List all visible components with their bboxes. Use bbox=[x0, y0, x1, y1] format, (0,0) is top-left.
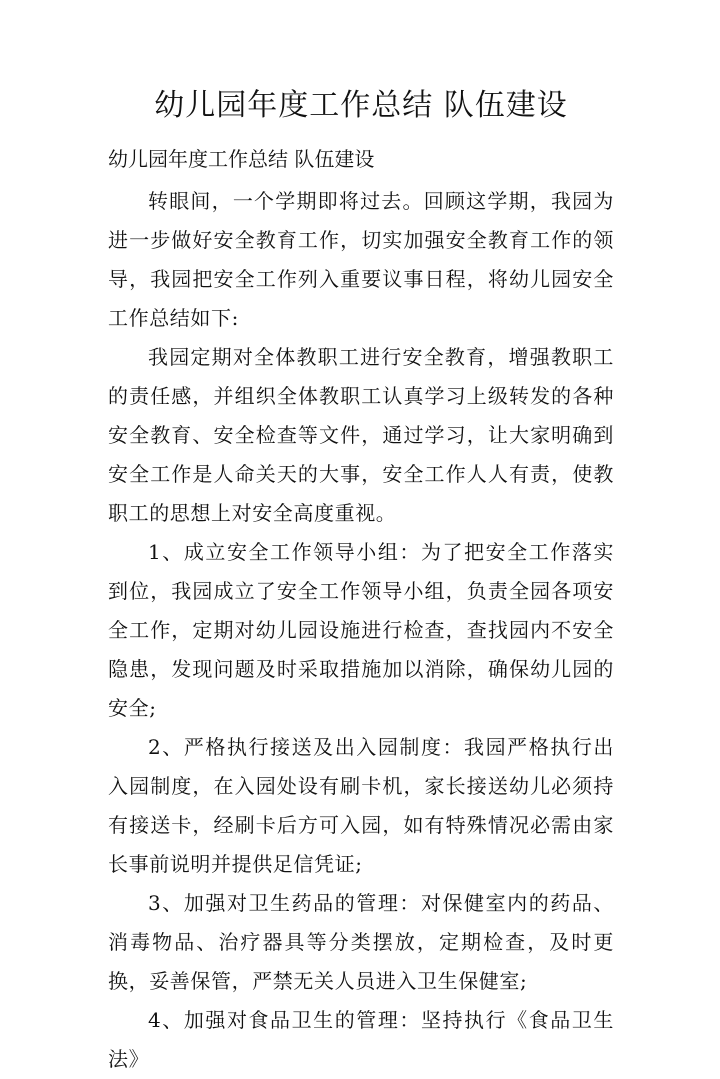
paragraph-item-1: 1、成立安全工作领导小组：为了把安全工作落实到位，我园成立了安全工作领导小组，负责全园各项安全工作，定期对幼儿园设施进行检查，查找园内不安全隐患，发现问题及时采取措施加以消除，确保幼儿园的安全; bbox=[108, 540, 614, 720]
paragraph-staff-education: 我园定期对全体教职工进行安全教育，增强教职工的责任感，并组织全体教职工认真学习上级转发的各种安全教育、安全检查等文件，通过学习，让大家明确到安全工作是人命关天的大事，安全工作人人有责，使教职工的思想上对安全高度重视。 bbox=[108, 345, 614, 525]
paragraph-item-4: 4、加强对食品卫生的管理：坚持执行《食品卫生法》 bbox=[108, 1008, 614, 1071]
paragraph-item-3: 3、加强对卫生药品的管理：对保健室内的药品、消毒物品、治疗器具等分类摆放，定期检查，及时更换，妥善保管，严禁无关人员进入卫生保健室; bbox=[108, 891, 614, 993]
document-subtitle: 幼儿园年度工作总结 队伍建设 bbox=[108, 147, 375, 171]
paragraph-item-2: 2、严格执行接送及出入园制度：我园严格执行出入园制度，在入园处设有刷卡机，家长接送幼儿必须持有接送卡，经刷卡后方可入园，如有特殊情况必需由家长事前说明并提供足信凭证; bbox=[108, 735, 614, 876]
document-title: 幼儿园年度工作总结 队伍建设 bbox=[154, 88, 568, 123]
paragraph-intro: 转眼间，一个学期即将过去。回顾这学期，我园为进一步做好安全教育工作，切实加强安全教育工作的领导，我园把安全工作列入重要议事日程，将幼儿园安全工作总结如下: bbox=[108, 189, 614, 330]
